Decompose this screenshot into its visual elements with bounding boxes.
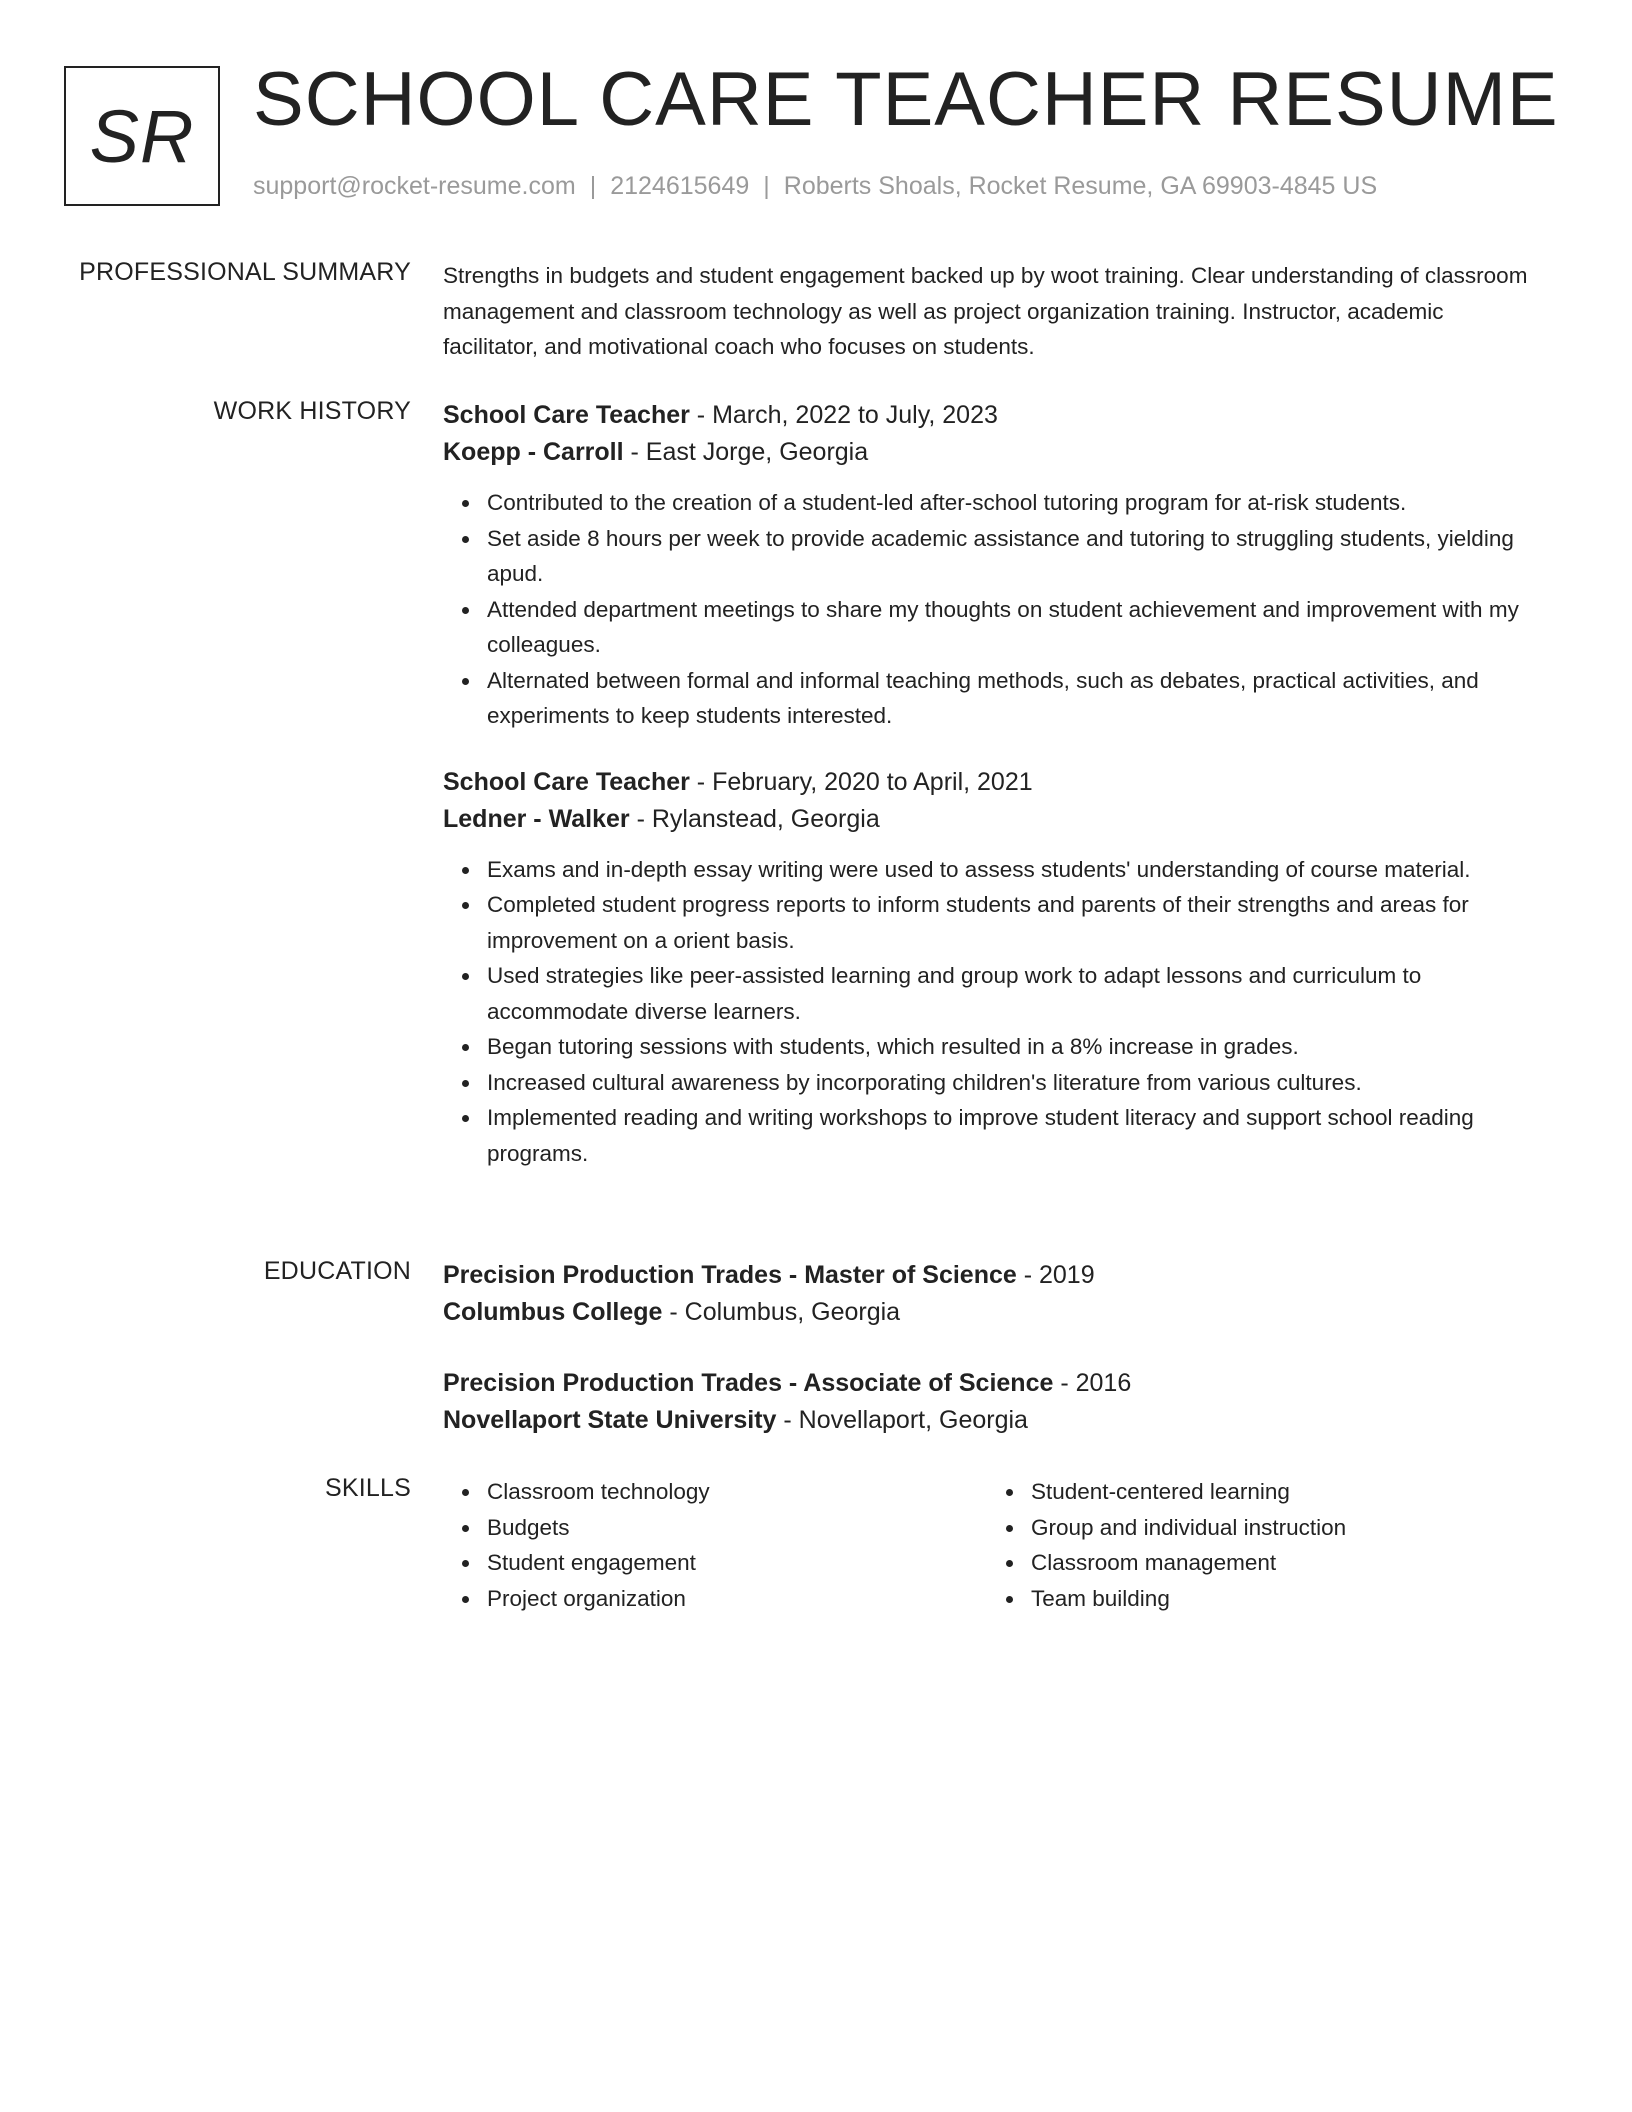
education-degree-line xyxy=(443,1365,1540,1402)
job-bullet: Alternated between formal and informal teaching methods, such as debates, practical activities, and experiments to keep students interested. xyxy=(487,663,1540,734)
job-company-line xyxy=(443,434,1540,471)
summary-text: Strengths in budgets and student engagement backed up by woot training. Clear understanding of classroom management and classroom technology as well as project organization training. Instructor, academic facilitator, and motivational coach who focuses on students. xyxy=(443,263,1528,359)
education-degree: Precision Production Trades - Associate of Science xyxy=(443,1369,1054,1397)
skills-column-right xyxy=(987,1474,1531,1616)
skill-item: Student engagement xyxy=(487,1545,987,1581)
contact-separator: | xyxy=(589,172,597,200)
education-degree: Precision Production Trades - Master of Science xyxy=(443,1261,1017,1289)
skill-item: Classroom management xyxy=(1031,1545,1531,1581)
education-entry xyxy=(443,1257,1540,1331)
education-school-line xyxy=(443,1294,1540,1331)
job-role-line xyxy=(443,764,1540,801)
job-bullets xyxy=(443,852,1540,1172)
education-year: - 2016 xyxy=(1053,1369,1132,1397)
skill-item: Budgets xyxy=(487,1510,987,1546)
job-bullet: Began tutoring sessions with students, which resulted in a 8% increase in grades. xyxy=(487,1029,1540,1065)
contact-separator: | xyxy=(763,172,770,200)
job-title: School Care Teacher xyxy=(443,401,690,429)
education-location: - Novellaport, Georgia xyxy=(776,1406,1028,1434)
job-bullet: Implemented reading and writing workshops to improve student literacy and support school reading programs. xyxy=(487,1100,1540,1171)
job-entry xyxy=(443,397,1540,734)
monogram-badge: SR xyxy=(64,66,220,206)
job-company-line xyxy=(443,801,1540,838)
contact-line xyxy=(253,172,1377,201)
job-role-line xyxy=(443,397,1540,434)
job-bullet: Used strategies like peer-assisted learning and group work to adapt lessons and curriculum to accommodate diverse learners. xyxy=(487,958,1540,1029)
job-bullet: Set aside 8 hours per week to provide academic assistance and tutoring to struggling students, yielding apud. xyxy=(487,521,1540,592)
skills-content xyxy=(443,1474,1540,1616)
job-dates: - March, 2022 to July, 2023 xyxy=(689,401,998,429)
job-entry xyxy=(443,764,1540,1172)
education-content xyxy=(443,1257,1540,1473)
job-company: Koepp - Carroll xyxy=(443,438,624,466)
job-bullet: Completed student progress reports to inform students and parents of their strengths and areas for improvement on a orient basis. xyxy=(487,887,1540,958)
education-school: Columbus College xyxy=(443,1298,663,1326)
skill-item: Team building xyxy=(1031,1581,1531,1617)
job-bullets xyxy=(443,485,1540,734)
job-bullet: Attended department meetings to share my thoughts on student achievement and improvement with my colleagues. xyxy=(487,592,1540,663)
section-label-skills: SKILLS xyxy=(325,1474,411,1502)
contact-email: support@rocket-resume.com xyxy=(253,172,576,200)
section-label-work-history: WORK HISTORY xyxy=(213,397,411,425)
education-school: Novellaport State University xyxy=(443,1406,777,1434)
job-bullet: Contributed to the creation of a student-led after-school tutoring program for at-risk students. xyxy=(487,485,1540,521)
job-location: - Rylanstead, Georgia xyxy=(629,804,880,833)
education-degree-line xyxy=(443,1257,1540,1294)
work-history-content xyxy=(443,397,1540,1201)
job-dates: - February, 2020 to April, 2021 xyxy=(689,767,1033,796)
job-location: - East Jorge, Georgia xyxy=(623,438,869,466)
skills-column-left xyxy=(443,1474,987,1616)
skill-item: Project organization xyxy=(487,1581,987,1617)
job-title: School Care Teacher xyxy=(443,767,690,796)
summary-content xyxy=(443,258,1540,365)
contact-phone: 2124615649 xyxy=(610,172,750,200)
skill-item: Group and individual instruction xyxy=(1031,1510,1531,1546)
education-entry xyxy=(443,1365,1540,1439)
resume-title: SCHOOL CARE TEACHER RESUME xyxy=(253,57,1559,142)
job-bullet: Exams and in-depth essay writing were used to assess students' understanding of course material. xyxy=(487,852,1540,888)
skill-item: Classroom technology xyxy=(487,1474,987,1510)
education-year: - 2019 xyxy=(1016,1261,1095,1289)
skills-list xyxy=(443,1474,987,1616)
education-location: - Columbus, Georgia xyxy=(662,1298,901,1326)
job-company: Ledner - Walker xyxy=(443,804,630,833)
job-bullet: Increased cultural awareness by incorporating children's literature from various cultures. xyxy=(487,1065,1540,1101)
contact-address: Roberts Shoals, Rocket Resume, GA 69903-4845 US xyxy=(783,172,1378,200)
section-label-summary: PROFESSIONAL SUMMARY xyxy=(79,258,411,286)
section-label-education: EDUCATION xyxy=(263,1257,411,1285)
skills-grid xyxy=(443,1474,1540,1616)
education-school-line xyxy=(443,1402,1540,1439)
skill-item: Student-centered learning xyxy=(1031,1474,1531,1510)
skills-list xyxy=(987,1474,1531,1616)
